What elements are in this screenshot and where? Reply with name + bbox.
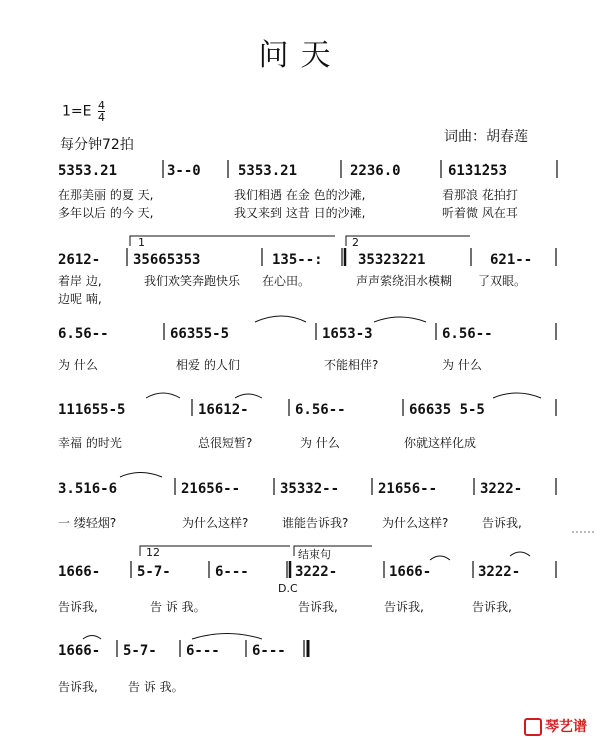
notes-row-1: [58, 163, 507, 179]
lyrics-row-2b: 边呢 喃,: [58, 292, 102, 306]
measure: 2236.0: [350, 163, 401, 179]
meter-bottom: 4: [97, 111, 105, 124]
volta-1-label: 1: [138, 236, 145, 249]
coda-label: 结束句: [298, 548, 331, 561]
lyrics-row-5: 一 缕轻烟? 为什么这样? 谁能告诉我? 为什么这样? 告诉我,: [58, 516, 522, 530]
song-title: 问天: [258, 38, 343, 73]
logo-icon: [524, 718, 542, 736]
notes-row-2: 2612- 35665353 135--: 35323221 621--: [58, 252, 533, 268]
lyrics-row-7: 告诉我, 告 诉 我。: [58, 680, 184, 694]
credit-line: 词曲：胡春莲: [444, 129, 528, 145]
notes-row-7: 1666- 5-7- 6--- 6---: [58, 643, 286, 659]
measure: 3--0: [167, 163, 201, 179]
notes-row-4: 111655-5 16612- 6.56-- 66635 5-5: [58, 402, 485, 418]
volta-12-label: 12: [146, 546, 160, 559]
lyrics-row-4: 幸福 的时光 总很短暂? 为 什么 你就这样化成: [58, 436, 477, 450]
measure: 5353.21: [238, 163, 298, 179]
lyrics-row-1b: 多年以后 的今 天, 我又来到 这昔 日的沙滩, 听着微 风在耳: [58, 206, 518, 220]
lyrics-row-1a: 在那美丽 的夏 天, 我们相遇 在金 色的沙滩, 看那浪 花拍打: [58, 188, 518, 202]
watermark-logo: 琴艺谱: [524, 716, 587, 736]
notes-row-6: 1666- 5-7- 6--- 3222- 1666- 3222-: [58, 564, 521, 580]
tempo-marking: 每分钟72拍: [60, 137, 134, 153]
notes-row-3: 6.56-- 66355-5 1653-3 6.56--: [58, 326, 493, 342]
lyrics-row-2a: 着岸 边, 我们欢笑奔跑快乐 在心田。 声声萦绕泪水模糊 了双眼。: [58, 274, 527, 288]
key-text: 1=E: [62, 103, 92, 120]
notes-row-5: 3.516-6 21656-- 35332-- 21656-- 3222-: [58, 481, 523, 497]
dc-label: D.C: [278, 582, 298, 595]
lyrics-row-6: 告诉我, 告 诉 我。 告诉我, 告诉我, 告诉我,: [58, 600, 512, 614]
lyrics-row-3: 为 什么 相爱 的人们 不能相伴? 为 什么: [58, 358, 482, 372]
measure: 61̇31̇253: [448, 163, 508, 179]
volta-2-label: 2: [352, 236, 359, 249]
measure: 5353.21: [58, 163, 118, 179]
meter-top: 4: [97, 99, 105, 112]
